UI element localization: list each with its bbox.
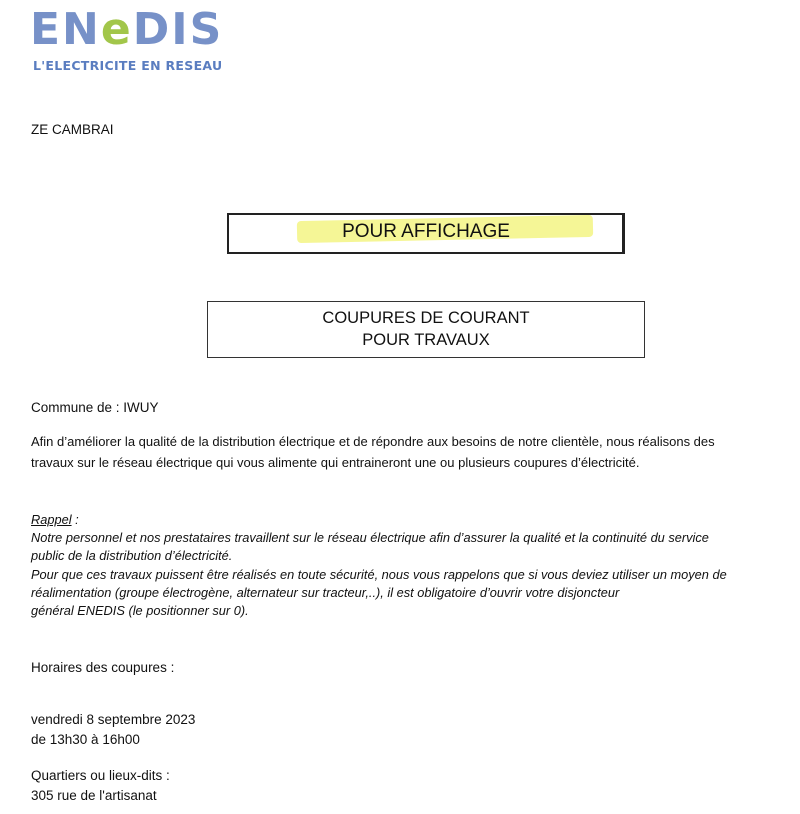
banner-text: POUR AFFICHAGE [342,221,510,242]
title-line-1: COUPURES DE COURANT [322,309,530,327]
schedule-date: vendredi 8 septembre 2023 [31,712,196,727]
rappel-line-3: Pour que ces travaux puissent être réalisés en toute sécurité, nous vous rappelons que si vous deviez utiliser un moyen de [31,567,727,582]
quartiers-address: 305 rue de l'artisanat [31,788,157,803]
sender-name: ZE CAMBRAI [31,122,114,137]
commune-line: Commune de : IWUY [31,400,159,415]
intro-line-2: travaux sur le réseau électrique qui vous alimente qui entraineront une ou plusieurs coupures d’électricité. [31,455,640,470]
enedis-logo [30,4,240,74]
rappel-line-5: général ENEDIS (le positionner sur 0). [31,603,249,618]
rappel-line-1: Notre personnel et nos prestataires travaillent sur le réseau électrique afin d’assurer la qualité et la continuité du service [31,530,709,545]
horaires-label: Horaires des coupures : [31,660,175,675]
title-line-2: POUR TRAVAUX [362,331,490,349]
intro-line-1: Afin d’améliorer la qualité de la distribution électrique et de répondre aux besoins de notre clientèle, nous réalisons des [31,434,715,449]
logo-wordmark: ENeDIS [30,4,224,55]
rappel-line-4: réalimentation (groupe électrogène, alternateur sur tracteur,..), il est obligatoire d’ouvrir votre disjoncteur [31,585,620,600]
rappel-line-2: public de la distribution d’électricité. [31,548,233,563]
logo-tagline: L'ELECTRICITE EN RESEAU [33,58,223,73]
quartiers-label: Quartiers ou lieux-dits : [31,768,170,783]
rappel-heading: Rappel : [31,512,79,527]
schedule-time: de 13h30 à 16h00 [31,732,140,747]
